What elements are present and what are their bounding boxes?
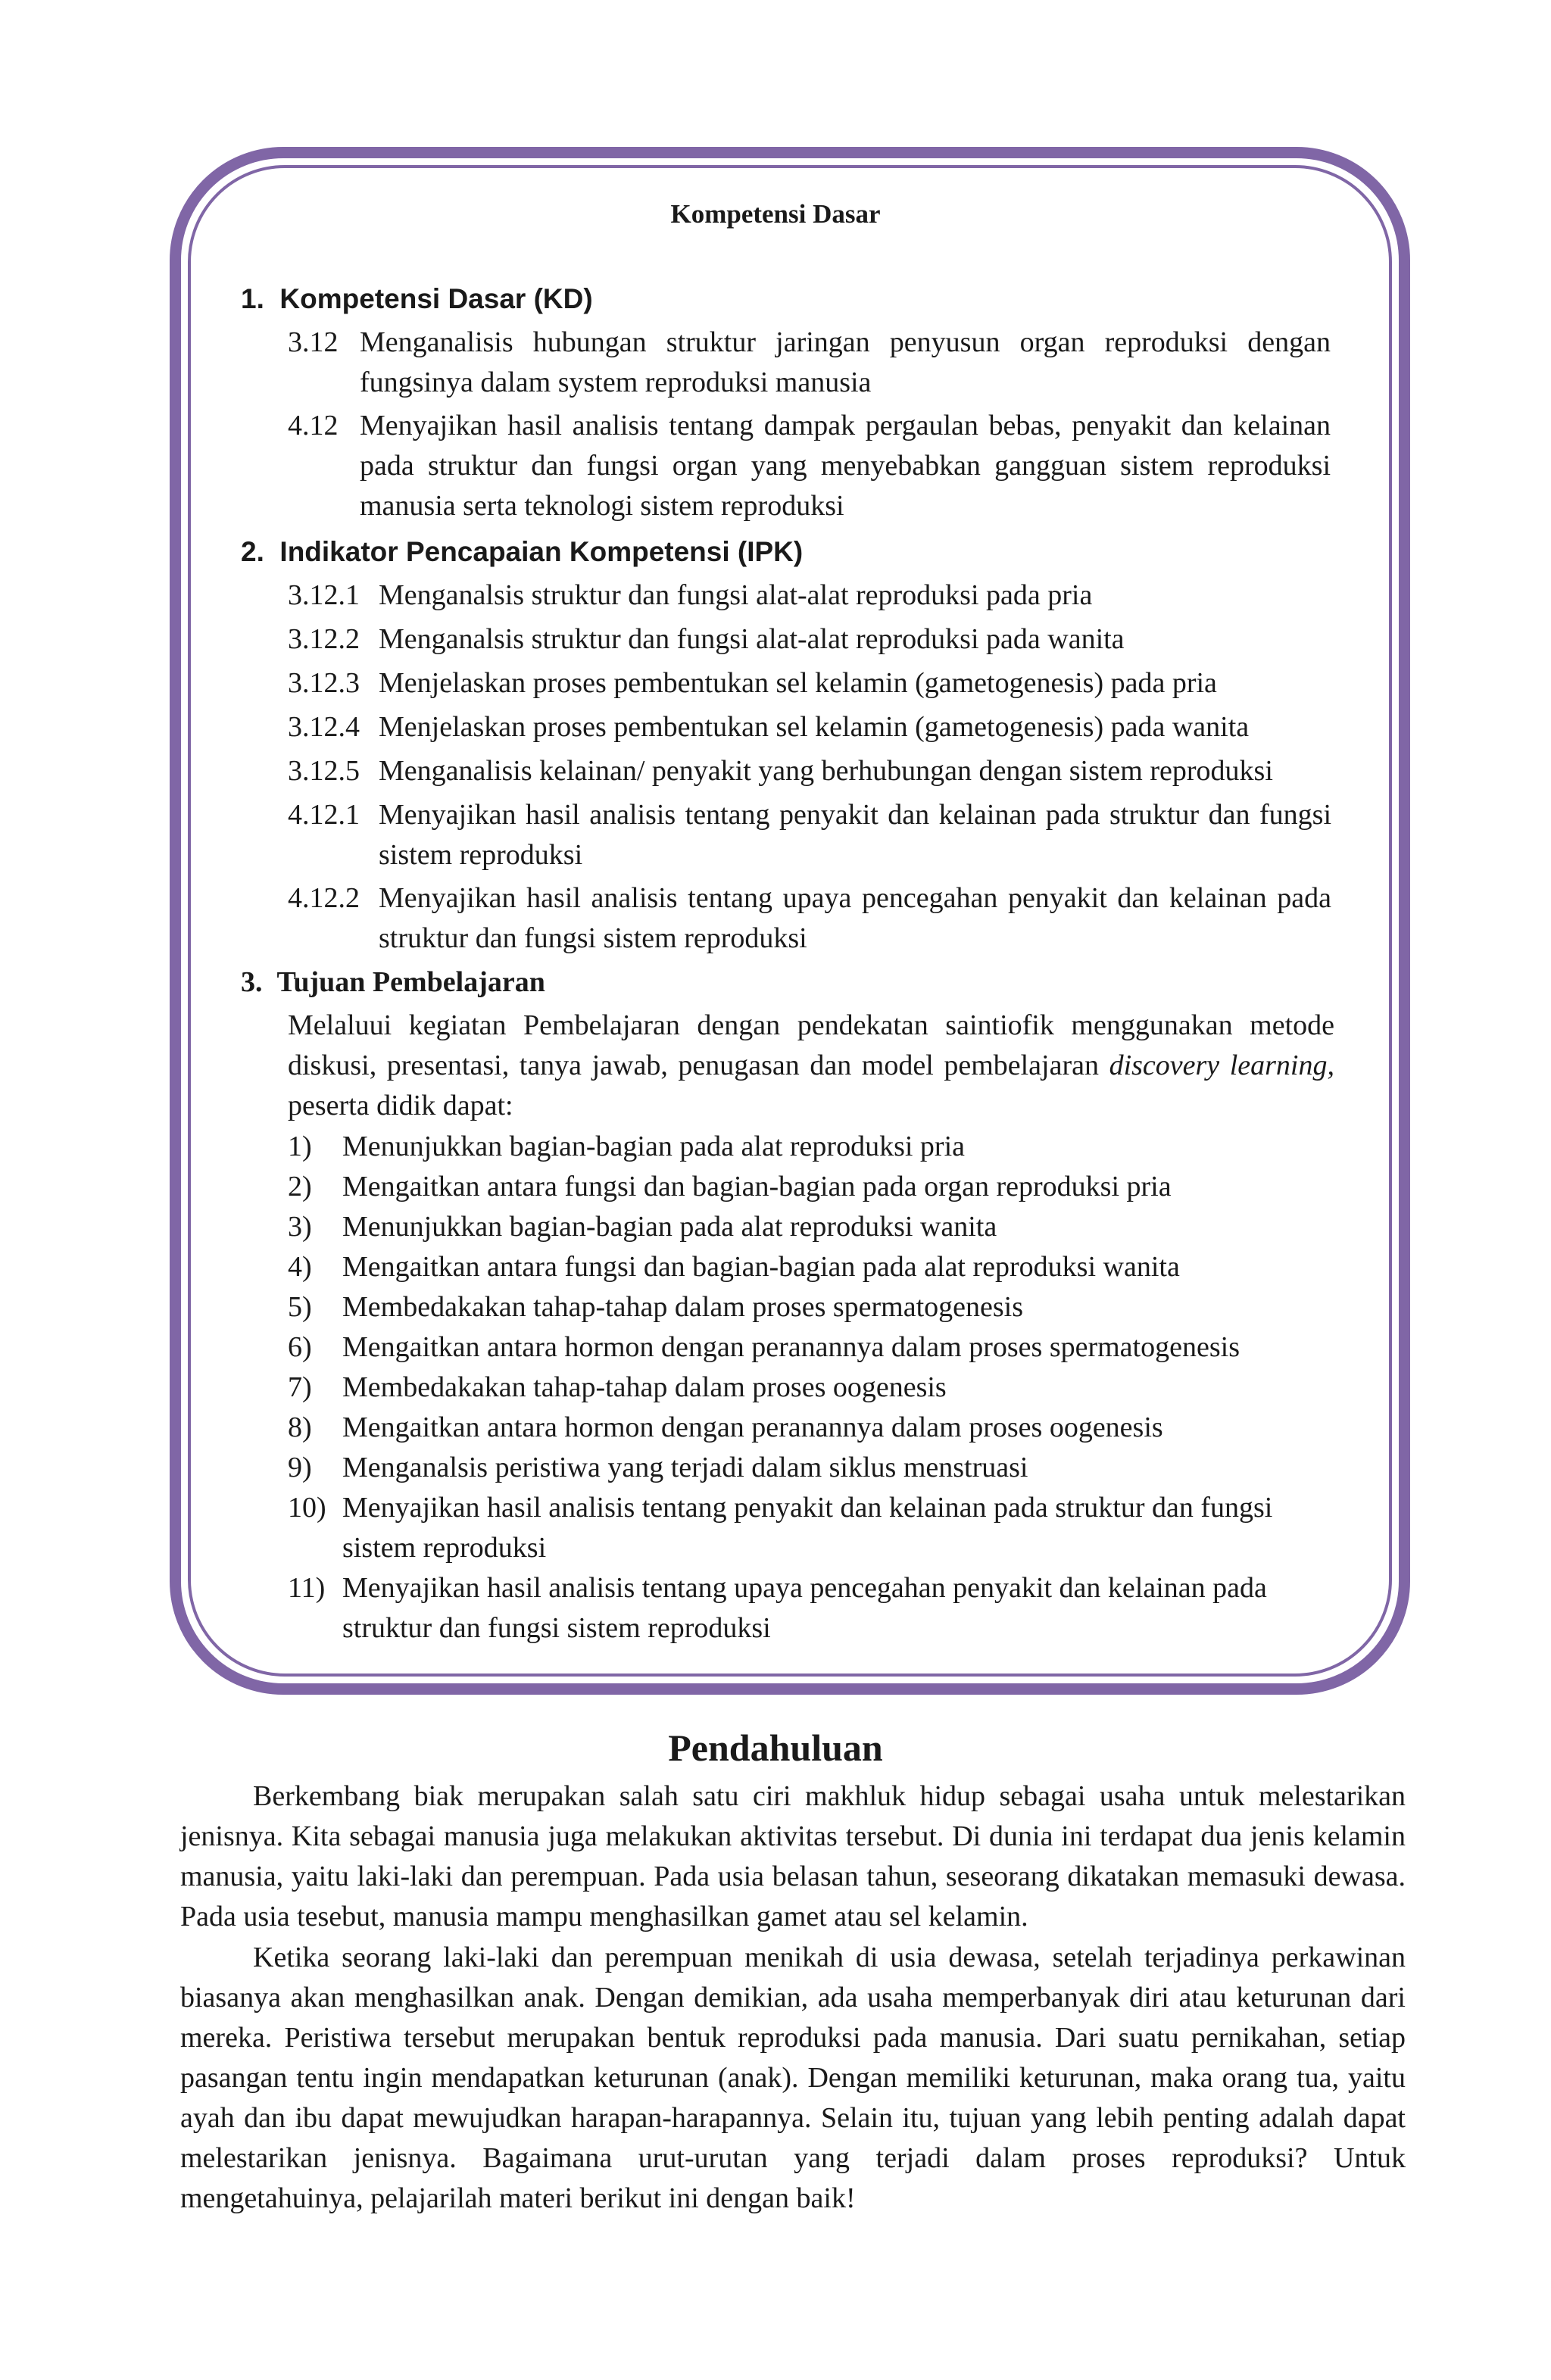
tujuan-intro-end: peserta didik dapat: xyxy=(288,1090,513,1121)
paragraph: Berkembang biak merupakan salah satu ciri makhluk hidup sebagai usaha untuk melestarikan jenisnya. Kita sebagai manusia juga melakukan aktivitas tersebut. Di dunia ini terdapat dua jenis kelamin manusia, yaitu laki-laki dan perempuan. Pada usia belasan tahun, seseorang dikatakan memasuki dewasa. Pada usia tesebut, manusia mampu menghasilkan gamet atau sel kelamin. xyxy=(180,1780,1406,1932)
tujuan-item-text: Menunjukkan bagian-bagian pada alat reproduksi pria xyxy=(342,1131,965,1162)
ipk-item-text: Menganalsis struktur dan fungsi alat-alat reproduksi pada wanita xyxy=(379,623,1125,655)
ipk-item-text: Menjelaskan proses pembentukan sel kelamin (gametogenesis) pada wanita xyxy=(379,711,1250,743)
tujuan-item-number: 6) xyxy=(288,1331,312,1363)
section-ipk-number: 2. xyxy=(241,536,264,567)
tujuan-item-number: 8) xyxy=(288,1411,312,1443)
section-kd-heading xyxy=(241,280,593,318)
paragraph: Ketika seorang laki-laki dan perempuan menikah di usia dewasa, setelah terjadinya perkawinan biasanya akan menghasilkan anak. Dengan demikian, ada usaha memperbanyak diri atau keturunan dari mereka. Peristiwa tersebut merupakan bentuk reproduksi pada manusia. Dari suatu pernikahan, setiap pasangan tentu ingin mendapatkan keturunan (anak). Dengan memiliki keturunan, maka orang tua, yaitu ayah dan ibu dapat mewujudkan harapan-harapannya. Selain itu, tujuan yang lebih penting adalah dapat melestarikan jenisnya. Bagaimana urut-urutan yang terjadi dalam proses reproduksi? Untuk mengetahuinya, pelajarilah materi berikut ini dengan baik! xyxy=(180,1942,1406,2214)
tujuan-item-text: Menyajikan hasil analisis tentang penyakit dan kelainan pada struktur dan fungsi sistem reproduksi xyxy=(342,1492,1273,1564)
tujuan-item-text: Membedakakan tahap-tahap dalam proses spermatogenesis xyxy=(342,1291,1024,1323)
tujuan-item-number: 2) xyxy=(288,1171,312,1202)
ipk-item-text: Menganalisis kelainan/ penyakit yang berhubungan dengan sistem reproduksi xyxy=(379,755,1273,787)
tujuan-item-text: Menunjukkan bagian-bagian pada alat reproduksi wanita xyxy=(342,1211,997,1243)
ipk-item-number: 3.12.3 xyxy=(288,667,360,699)
box-title: Kompetensi Dasar xyxy=(670,199,881,229)
tujuan-item-number: 5) xyxy=(288,1291,312,1323)
kd-item-text: Menyajikan hasil analisis tentang dampak pergaulan bebas, penyakit dan kelainan pada struktur dan fungsi organ yang menyebabkan gangguan sistem reproduksi manusia serta teknologi sistem reproduksi xyxy=(360,410,1331,522)
ipk-item-number: 3.12.5 xyxy=(288,755,360,787)
tujuan-item-text: Mengaitkan antara fungsi dan bagian-bagian pada organ reproduksi pria xyxy=(342,1171,1172,1202)
tujuan-item-number: 4) xyxy=(288,1251,312,1283)
section-tujuan-title: Tujuan Pembelajaran xyxy=(276,966,545,998)
section-title-pendahuluan: Pendahuluan xyxy=(668,1727,883,1769)
tujuan-item-number: 9) xyxy=(288,1452,312,1483)
ipk-item-number: 4.12.1 xyxy=(288,799,360,831)
ipk-item-number: 3.12.1 xyxy=(288,579,360,611)
tujuan-item-text: Mengaitkan antara fungsi dan bagian-bagian pada alat reproduksi wanita xyxy=(342,1251,1180,1283)
tujuan-item-text: Mengaitkan antara hormon dengan peranannya dalam proses spermatogenesis xyxy=(342,1331,1240,1363)
ipk-item-number: 3.12.4 xyxy=(288,711,360,743)
kd-item-number: 4.12 xyxy=(288,410,339,441)
tujuan-intro-text: Melaluui kegiatan Pembelajaran dengan pendekatan saintiofik menggunakan metode diskusi, presentasi, tanya jawab, penugasan dan model pembelajaran xyxy=(288,1009,1334,1081)
tujuan-item-text: Menyajikan hasil analisis tentang upaya pencegahan penyakit dan kelainan pada struktur dan fungsi sistem reproduksi xyxy=(342,1572,1267,1644)
ipk-item-text: Menganalsis struktur dan fungsi alat-alat reproduksi pada pria xyxy=(379,579,1093,611)
kd-item-number: 3.12 xyxy=(288,326,339,358)
tujuan-intro-italic: discovery learning, xyxy=(1109,1050,1334,1081)
section-tujuan-number: 3. xyxy=(241,966,263,998)
section-kd-title: Kompetensi Dasar (KD) xyxy=(279,283,593,314)
section-ipk-title: Indikator Pencapaian Kompetensi (IPK) xyxy=(279,536,804,567)
tujuan-item-number: 11) xyxy=(288,1572,326,1604)
tujuan-item-number: 7) xyxy=(288,1371,312,1403)
section-tujuan-heading xyxy=(241,963,545,1001)
ipk-item-number: 3.12.2 xyxy=(288,623,360,655)
tujuan-item-text: Membedakakan tahap-tahap dalam proses oogenesis xyxy=(342,1371,947,1403)
tujuan-item-text: Menganalsis peristiwa yang terjadi dalam siklus menstruasi xyxy=(342,1452,1028,1483)
kd-item-text: Menganalisis hubungan struktur jaringan penyusun organ reproduksi dengan fungsinya dalam system reproduksi manusia xyxy=(360,326,1331,398)
tujuan-item-number: 3) xyxy=(288,1211,312,1243)
tujuan-item-number: 1) xyxy=(288,1131,312,1162)
section-ipk-heading xyxy=(241,533,803,571)
ipk-item-number: 4.12.2 xyxy=(288,882,360,914)
tujuan-item-text: Mengaitkan antara hormon dengan peranannya dalam proses oogenesis xyxy=(342,1411,1163,1443)
ipk-item-text: Menyajikan hasil analisis tentang penyakit dan kelainan pada struktur dan fungsi sistem reproduksi xyxy=(379,799,1331,871)
tujuan-item-number: 10) xyxy=(288,1492,326,1524)
ipk-item-text: Menyajikan hasil analisis tentang upaya pencegahan penyakit dan kelainan pada struktur dan fungsi sistem reproduksi xyxy=(379,882,1331,954)
ipk-item-text: Menjelaskan proses pembentukan sel kelamin (gametogenesis) pada pria xyxy=(379,667,1217,699)
section-kd-number: 1. xyxy=(241,283,264,314)
